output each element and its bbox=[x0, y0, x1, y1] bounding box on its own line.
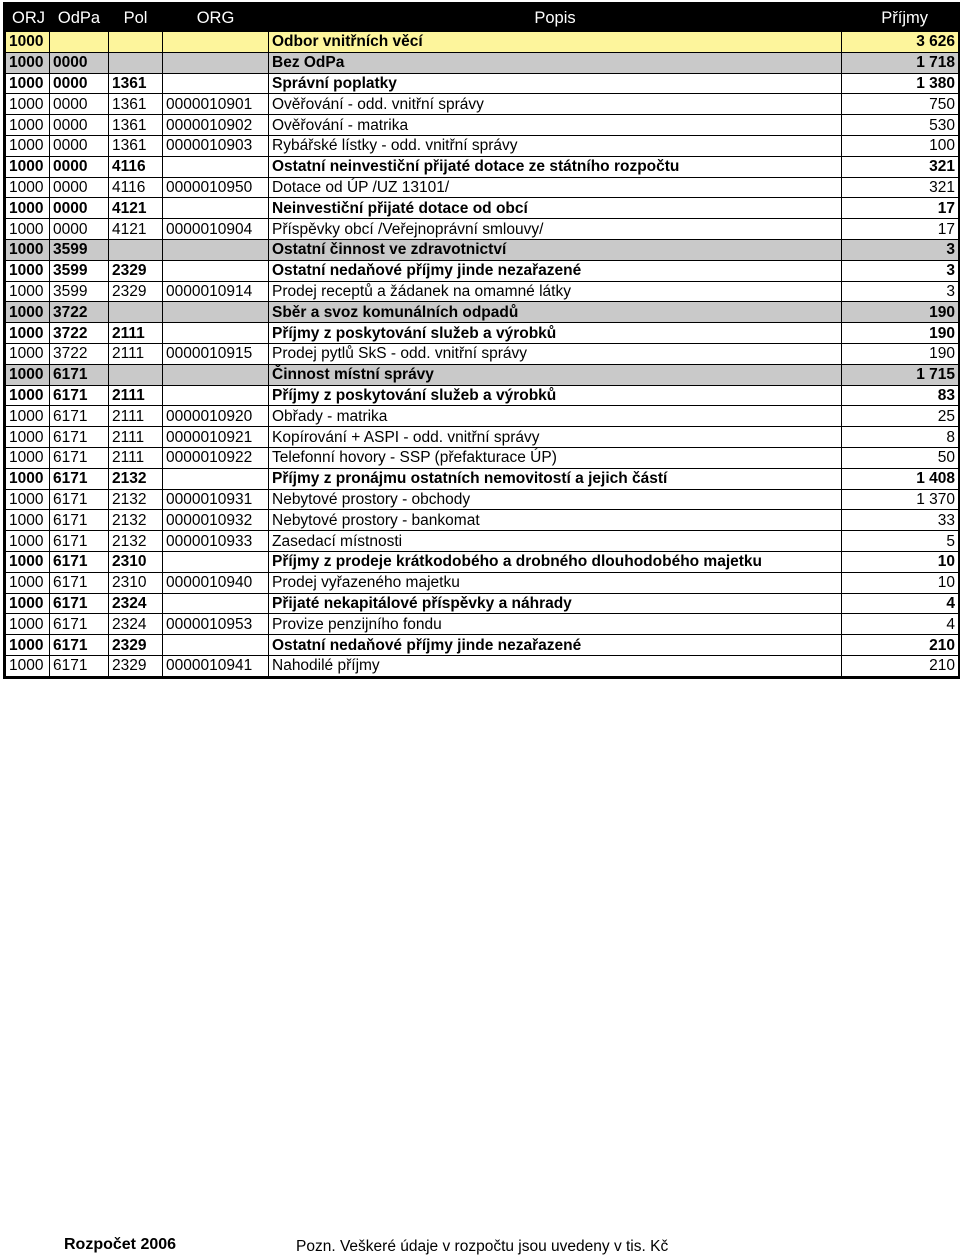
cell-org: 0000010903 bbox=[163, 135, 269, 156]
header-row bbox=[5, 4, 960, 32]
cell-pol: 1361 bbox=[109, 94, 163, 115]
cell-pol: 2329 bbox=[109, 281, 163, 302]
cell-popis: Odbor vnitřních věcí bbox=[269, 32, 842, 53]
cell-pol: 2111 bbox=[109, 427, 163, 448]
cell-org bbox=[163, 468, 269, 489]
cell-pol: 2111 bbox=[109, 385, 163, 406]
cell-odpa: 6171 bbox=[50, 635, 109, 656]
cell-pol: 2324 bbox=[109, 614, 163, 635]
cell-orj: 1000 bbox=[5, 614, 50, 635]
cell-orj: 1000 bbox=[5, 655, 50, 677]
cell-pol bbox=[109, 364, 163, 385]
table-row bbox=[5, 364, 960, 385]
cell-popis: Nebytové prostory - obchody bbox=[269, 489, 842, 510]
cell-org: 0000010940 bbox=[163, 572, 269, 593]
table-row bbox=[5, 572, 960, 593]
cell-popis: Bez OdPa bbox=[269, 52, 842, 73]
cell-popis: Ostatní neinvestiční přijaté dotace ze státního rozpočtu bbox=[269, 156, 842, 177]
table-row bbox=[5, 198, 960, 219]
cell-orj: 1000 bbox=[5, 510, 50, 531]
cell-org bbox=[163, 385, 269, 406]
cell-odpa: 0000 bbox=[50, 177, 109, 198]
cell-odpa: 6171 bbox=[50, 489, 109, 510]
cell-popis: Nebytové prostory - bankomat bbox=[269, 510, 842, 531]
cell-odpa: 6171 bbox=[50, 468, 109, 489]
cell-popis: Telefonní hovory - SSP (přefakturace ÚP) bbox=[269, 447, 842, 468]
cell-prijmy: 17 bbox=[842, 198, 960, 219]
cell-popis: Neinvestiční přijaté dotace od obcí bbox=[269, 198, 842, 219]
cell-org: 0000010904 bbox=[163, 219, 269, 240]
header-odpa: OdPa bbox=[50, 4, 109, 32]
cell-popis: Prodej pytlů SkS - odd. vnitřní správy bbox=[269, 343, 842, 364]
cell-popis: Správní poplatky bbox=[269, 73, 842, 94]
cell-orj: 1000 bbox=[5, 447, 50, 468]
cell-prijmy: 530 bbox=[842, 115, 960, 136]
cell-odpa: 3599 bbox=[50, 239, 109, 260]
cell-pol: 2132 bbox=[109, 531, 163, 552]
cell-prijmy: 1 380 bbox=[842, 73, 960, 94]
cell-orj: 1000 bbox=[5, 323, 50, 344]
cell-popis: Prodej vyřazeného majetku bbox=[269, 572, 842, 593]
cell-prijmy: 17 bbox=[842, 219, 960, 240]
cell-pol: 1361 bbox=[109, 73, 163, 94]
cell-org bbox=[163, 198, 269, 219]
cell-pol: 1361 bbox=[109, 115, 163, 136]
cell-pol: 1361 bbox=[109, 135, 163, 156]
table-row bbox=[5, 239, 960, 260]
cell-pol: 2329 bbox=[109, 635, 163, 656]
cell-org: 0000010932 bbox=[163, 510, 269, 531]
cell-pol: 4116 bbox=[109, 177, 163, 198]
cell-orj: 1000 bbox=[5, 427, 50, 448]
table-row bbox=[5, 531, 960, 552]
cell-popis: Přijaté nekapitálové příspěvky a náhrady bbox=[269, 593, 842, 614]
cell-orj: 1000 bbox=[5, 52, 50, 73]
table-row bbox=[5, 468, 960, 489]
cell-prijmy: 25 bbox=[842, 406, 960, 427]
cell-prijmy: 10 bbox=[842, 572, 960, 593]
cell-pol: 2111 bbox=[109, 323, 163, 344]
cell-prijmy: 100 bbox=[842, 135, 960, 156]
table-row bbox=[5, 94, 960, 115]
cell-prijmy: 190 bbox=[842, 302, 960, 323]
cell-popis: Ověřování - matrika bbox=[269, 115, 842, 136]
cell-prijmy: 8 bbox=[842, 427, 960, 448]
cell-popis: Ověřování - odd. vnitřní správy bbox=[269, 94, 842, 115]
cell-pol: 2111 bbox=[109, 406, 163, 427]
table-row bbox=[5, 385, 960, 406]
cell-odpa: 0000 bbox=[50, 52, 109, 73]
cell-org bbox=[163, 32, 269, 53]
table-row bbox=[5, 135, 960, 156]
table-header bbox=[5, 4, 960, 32]
cell-odpa: 6171 bbox=[50, 614, 109, 635]
table-row bbox=[5, 635, 960, 656]
cell-pol: 4121 bbox=[109, 198, 163, 219]
cell-odpa: 0000 bbox=[50, 94, 109, 115]
table-row bbox=[5, 343, 960, 364]
cell-prijmy: 321 bbox=[842, 156, 960, 177]
cell-org bbox=[163, 323, 269, 344]
cell-popis: Dotace od ÚP /UZ 13101/ bbox=[269, 177, 842, 198]
cell-odpa: 0000 bbox=[50, 156, 109, 177]
cell-org: 0000010901 bbox=[163, 94, 269, 115]
cell-org bbox=[163, 551, 269, 572]
cell-prijmy: 33 bbox=[842, 510, 960, 531]
header-org: ORG bbox=[163, 4, 269, 32]
cell-prijmy: 3 626 bbox=[842, 32, 960, 53]
table-row bbox=[5, 614, 960, 635]
cell-prijmy: 4 bbox=[842, 593, 960, 614]
cell-prijmy: 1 408 bbox=[842, 468, 960, 489]
cell-org bbox=[163, 635, 269, 656]
cell-prijmy: 1 715 bbox=[842, 364, 960, 385]
cell-popis: Kopírování + ASPI - odd. vnitřní správy bbox=[269, 427, 842, 448]
header-pol: Pol bbox=[109, 4, 163, 32]
cell-org bbox=[163, 156, 269, 177]
cell-odpa: 0000 bbox=[50, 219, 109, 240]
cell-odpa: 3599 bbox=[50, 260, 109, 281]
cell-orj: 1000 bbox=[5, 551, 50, 572]
cell-orj: 1000 bbox=[5, 156, 50, 177]
cell-popis: Provize penzijního fondu bbox=[269, 614, 842, 635]
cell-org bbox=[163, 302, 269, 323]
cell-prijmy: 50 bbox=[842, 447, 960, 468]
table-row bbox=[5, 302, 960, 323]
table-row bbox=[5, 177, 960, 198]
cell-pol: 2329 bbox=[109, 655, 163, 677]
cell-odpa: 6171 bbox=[50, 531, 109, 552]
cell-org: 0000010922 bbox=[163, 447, 269, 468]
table-row bbox=[5, 156, 960, 177]
cell-pol bbox=[109, 32, 163, 53]
table-row bbox=[5, 52, 960, 73]
cell-prijmy: 321 bbox=[842, 177, 960, 198]
cell-popis: Příjmy z prodeje krátkodobého a drobného dlouhodobého majetku bbox=[269, 551, 842, 572]
cell-prijmy: 3 bbox=[842, 281, 960, 302]
cell-org bbox=[163, 364, 269, 385]
cell-prijmy: 210 bbox=[842, 655, 960, 677]
cell-popis: Obřady - matrika bbox=[269, 406, 842, 427]
cell-odpa: 6171 bbox=[50, 572, 109, 593]
header-prijmy: Příjmy bbox=[842, 4, 960, 32]
table-row bbox=[5, 593, 960, 614]
table-body bbox=[5, 32, 960, 678]
table-row bbox=[5, 510, 960, 531]
cell-orj: 1000 bbox=[5, 260, 50, 281]
cell-orj: 1000 bbox=[5, 219, 50, 240]
cell-org: 0000010931 bbox=[163, 489, 269, 510]
cell-popis: Nahodilé příjmy bbox=[269, 655, 842, 677]
cell-prijmy: 190 bbox=[842, 343, 960, 364]
cell-orj: 1000 bbox=[5, 489, 50, 510]
table-row bbox=[5, 323, 960, 344]
budget-year-label: Rozpočet 2006 bbox=[64, 1236, 177, 1253]
cell-popis: Příjmy z pronájmu ostatních nemovitostí a jejich částí bbox=[269, 468, 842, 489]
cell-popis: Prodej receptů a žádanek na omamné látky bbox=[269, 281, 842, 302]
cell-orj: 1000 bbox=[5, 593, 50, 614]
table-row bbox=[5, 551, 960, 572]
cell-org: 0000010950 bbox=[163, 177, 269, 198]
cell-prijmy: 1 370 bbox=[842, 489, 960, 510]
cell-odpa: 0000 bbox=[50, 115, 109, 136]
cell-pol: 2111 bbox=[109, 343, 163, 364]
cell-org: 0000010953 bbox=[163, 614, 269, 635]
table-row bbox=[5, 219, 960, 240]
cell-popis: Činnost místní správy bbox=[269, 364, 842, 385]
header-popis: Popis bbox=[269, 4, 842, 32]
cell-popis: Ostatní nedaňové příjmy jinde nezařazené bbox=[269, 260, 842, 281]
table-row bbox=[5, 32, 960, 53]
cell-orj: 1000 bbox=[5, 115, 50, 136]
cell-org: 0000010941 bbox=[163, 655, 269, 677]
cell-orj: 1000 bbox=[5, 635, 50, 656]
cell-orj: 1000 bbox=[5, 572, 50, 593]
cell-org bbox=[163, 239, 269, 260]
budget-table bbox=[3, 2, 960, 679]
cell-orj: 1000 bbox=[5, 177, 50, 198]
cell-pol bbox=[109, 302, 163, 323]
cell-orj: 1000 bbox=[5, 32, 50, 53]
cell-odpa: 6171 bbox=[50, 406, 109, 427]
cell-orj: 1000 bbox=[5, 468, 50, 489]
cell-odpa: 3722 bbox=[50, 302, 109, 323]
cell-orj: 1000 bbox=[5, 239, 50, 260]
table-row bbox=[5, 115, 960, 136]
cell-org bbox=[163, 260, 269, 281]
cell-orj: 1000 bbox=[5, 343, 50, 364]
cell-odpa: 6171 bbox=[50, 510, 109, 531]
cell-odpa: 0000 bbox=[50, 135, 109, 156]
cell-odpa: 6171 bbox=[50, 447, 109, 468]
table-row bbox=[5, 655, 960, 677]
cell-prijmy: 750 bbox=[842, 94, 960, 115]
cell-prijmy: 4 bbox=[842, 614, 960, 635]
cell-orj: 1000 bbox=[5, 135, 50, 156]
cell-pol: 2310 bbox=[109, 551, 163, 572]
cell-prijmy: 5 bbox=[842, 531, 960, 552]
cell-org bbox=[163, 52, 269, 73]
cell-pol bbox=[109, 52, 163, 73]
cell-prijmy: 1 718 bbox=[842, 52, 960, 73]
cell-orj: 1000 bbox=[5, 406, 50, 427]
cell-popis: Ostatní činnost ve zdravotnictví bbox=[269, 239, 842, 260]
cell-pol: 2310 bbox=[109, 572, 163, 593]
cell-prijmy: 210 bbox=[842, 635, 960, 656]
cell-prijmy: 83 bbox=[842, 385, 960, 406]
cell-orj: 1000 bbox=[5, 94, 50, 115]
cell-pol: 2329 bbox=[109, 260, 163, 281]
cell-orj: 1000 bbox=[5, 198, 50, 219]
cell-pol: 2132 bbox=[109, 468, 163, 489]
cell-orj: 1000 bbox=[5, 531, 50, 552]
cell-org bbox=[163, 593, 269, 614]
cell-odpa: 6171 bbox=[50, 655, 109, 677]
cell-odpa: 6171 bbox=[50, 364, 109, 385]
cell-odpa: 6171 bbox=[50, 427, 109, 448]
units-note: Pozn. Veškeré údaje v rozpočtu jsou uvedeny v tis. Kč bbox=[296, 1238, 669, 1255]
cell-popis: Rybářské lístky - odd. vnitřní správy bbox=[269, 135, 842, 156]
cell-odpa: 0000 bbox=[50, 73, 109, 94]
cell-pol bbox=[109, 239, 163, 260]
cell-odpa: 6171 bbox=[50, 593, 109, 614]
cell-popis: Příjmy z poskytování služeb a výrobků bbox=[269, 323, 842, 344]
cell-pol: 4116 bbox=[109, 156, 163, 177]
cell-odpa: 3722 bbox=[50, 343, 109, 364]
cell-odpa: 6171 bbox=[50, 385, 109, 406]
cell-popis: Zasedací místnosti bbox=[269, 531, 842, 552]
cell-org: 0000010921 bbox=[163, 427, 269, 448]
cell-orj: 1000 bbox=[5, 73, 50, 94]
cell-org: 0000010902 bbox=[163, 115, 269, 136]
cell-odpa bbox=[50, 32, 109, 53]
table-row bbox=[5, 447, 960, 468]
cell-org bbox=[163, 73, 269, 94]
cell-odpa: 3599 bbox=[50, 281, 109, 302]
table-row bbox=[5, 281, 960, 302]
cell-orj: 1000 bbox=[5, 385, 50, 406]
cell-popis: Příspěvky obcí /Veřejnoprávní smlouvy/ bbox=[269, 219, 842, 240]
cell-popis: Příjmy z poskytování služeb a výrobků bbox=[269, 385, 842, 406]
cell-odpa: 3722 bbox=[50, 323, 109, 344]
table-row bbox=[5, 406, 960, 427]
cell-pol: 2111 bbox=[109, 447, 163, 468]
cell-orj: 1000 bbox=[5, 281, 50, 302]
cell-pol: 2132 bbox=[109, 510, 163, 531]
cell-prijmy: 3 bbox=[842, 239, 960, 260]
table-row bbox=[5, 73, 960, 94]
table-row bbox=[5, 489, 960, 510]
cell-popis: Sběr a svoz komunálních odpadů bbox=[269, 302, 842, 323]
cell-prijmy: 3 bbox=[842, 260, 960, 281]
cell-orj: 1000 bbox=[5, 364, 50, 385]
table-row bbox=[5, 427, 960, 448]
cell-pol: 4121 bbox=[109, 219, 163, 240]
cell-pol: 2132 bbox=[109, 489, 163, 510]
cell-odpa: 0000 bbox=[50, 198, 109, 219]
cell-org: 0000010915 bbox=[163, 343, 269, 364]
table-row bbox=[5, 260, 960, 281]
cell-org: 0000010920 bbox=[163, 406, 269, 427]
cell-pol: 2324 bbox=[109, 593, 163, 614]
cell-orj: 1000 bbox=[5, 302, 50, 323]
cell-org: 0000010914 bbox=[163, 281, 269, 302]
cell-odpa: 6171 bbox=[50, 551, 109, 572]
cell-popis: Ostatní nedaňové příjmy jinde nezařazené bbox=[269, 635, 842, 656]
cell-prijmy: 190 bbox=[842, 323, 960, 344]
header-orj: ORJ bbox=[5, 4, 50, 32]
cell-prijmy: 10 bbox=[842, 551, 960, 572]
cell-org: 0000010933 bbox=[163, 531, 269, 552]
